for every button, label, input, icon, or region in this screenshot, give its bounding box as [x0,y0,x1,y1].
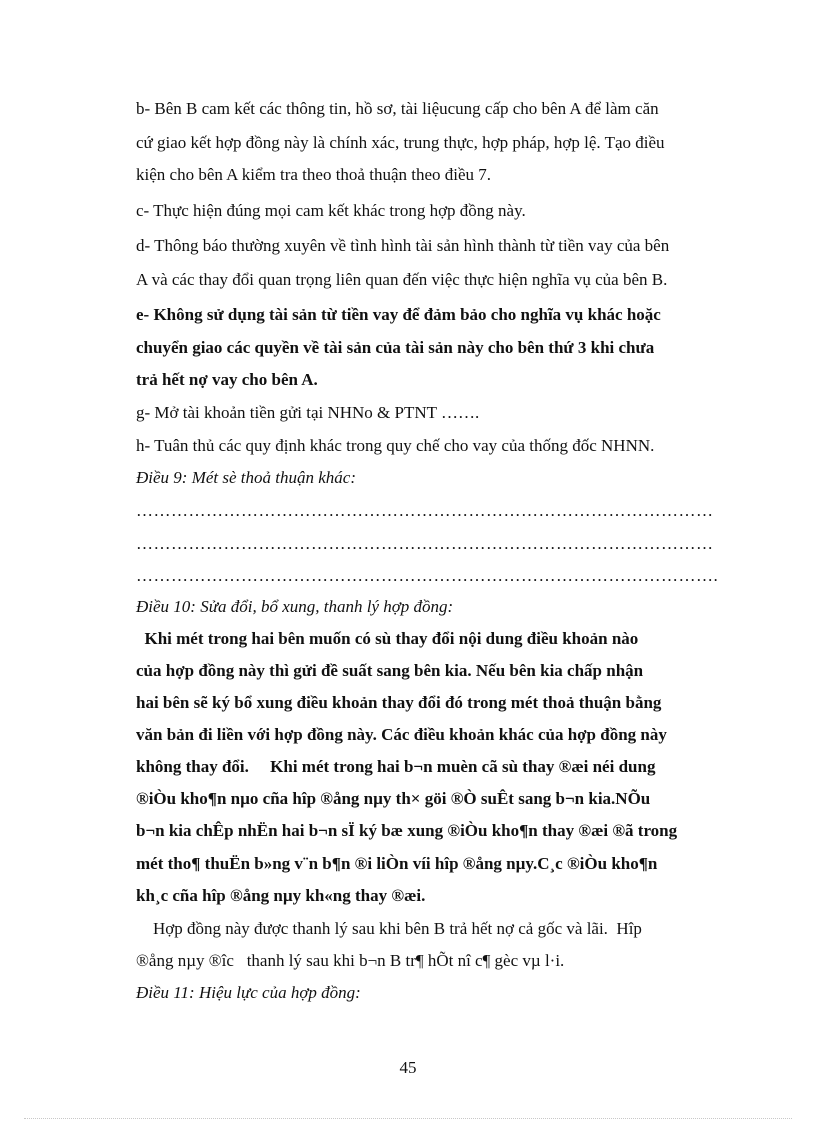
dotted-fill-line-1: ……………………………………………………………………………………… [136,501,714,520]
dotted-fill-line-3: ………………………………………………………………………………………. [136,566,719,585]
article-10-line-4: văn bản đi liền với hợp đồng này. Các điều khoản khác của hợp đồng này [136,725,667,744]
clause-b-line-2: cứ giao kết hợp đồng này là chính xác, trung thực, hợp pháp, hợp lệ. Tạo điều [136,133,665,152]
liquidation-line-2: ®ång nµy ®îc thanh lý sau khi b¬n B tr¶ hÕt nî c¶ gèc vµ l·i. [136,951,565,970]
article-10-line-1: Khi mét trong hai bên muốn có sù thay đổi nội dung điều khoản nào [136,629,639,648]
dotted-fill-line-2: ……………………………………………………………………………………… [136,534,714,553]
clause-e-line-2: chuyển giao các quyền về tài sản của tài sản này cho bên thứ 3 khi chưa [136,338,655,357]
article-10-line-3: hai bên sẽ ký bổ xung điều khoản thay đổi đó trong mét thoả thuận bằng [136,693,662,712]
page-number: 45 [399,1058,417,1077]
clause-g-line-1: g- Mở tài khoản tiền gửi tại NHNo & PTNT ……. [136,403,480,422]
liquidation-line-1: Hợp đồng này được thanh lý sau khi bên B trả hết nợ cả gốc và lãi. Hîp [136,919,642,938]
clause-h-line-1: h- Tuân thủ các quy định khác trong quy chế cho vay của thống đốc NHNN. [136,436,655,455]
article-10-line-5: không thay đổi. Khi mét trong hai b¬n muèn cã sù thay ®æi néi dung [136,757,656,776]
clause-c-line-1: c- Thực hiện đúng mọi cam kết khác trong hợp đồng này. [136,201,526,220]
article-10-line-2: của hợp đồng này thì gửi đề suất sang bên kia. Nếu bên kia chấp nhận [136,661,644,680]
clause-e-line-3: trả hết nợ vay cho bên A. [136,370,318,389]
article-10-line-7: b¬n kia chÊp nhËn hai b¬n sÏ ký bæ xung ®iÒu kho¶n thay ®æi ®ã trong [136,821,678,840]
clause-d-line-2: A và các thay đổi quan trọng liên quan đến việc thực hiện nghĩa vụ của bên B. [136,270,668,289]
page-bottom-divider [24,1118,792,1119]
article-10-line-6: ®iÒu kho¶n nµo cña hîp ®ång nµy th× göi ®Ò suÊt sang b¬n kia.NÕu [136,789,651,808]
article-10-line-9: kh¸c cña hîp ®ång nµy kh«ng thay ®æi. [136,886,426,905]
clause-b-line-3: kiện cho bên A kiểm tra theo thoả thuận theo điều 7. [136,165,492,184]
clause-d-line-1: d- Thông báo thường xuyên về tình hình tài sản hình thành từ tiền vay của bên [136,236,670,255]
article-10-line-8: mét tho¶ thuËn b»ng v¨n b¶n ®i liÒn víi hîp ®ång nµy.C¸c ®iÒu kho¶n [136,854,658,873]
article-11-heading: Điều 11: Hiệu lực của hợp đồng: [136,983,361,1002]
article-9-heading: Điều 9: Mét sè thoả thuận khác: [136,468,356,487]
clause-b-line-1: b- Bên B cam kết các thông tin, hồ sơ, tài liệucung cấp cho bên A để làm căn [136,99,659,118]
article-10-heading: Điều 10: Sửa đổi, bổ xung, thanh lý hợp đồng: [136,597,454,616]
clause-e-line-1: e- Không sử dụng tài sản từ tiền vay để đảm bảo cho nghĩa vụ khác hoặc [136,305,661,324]
